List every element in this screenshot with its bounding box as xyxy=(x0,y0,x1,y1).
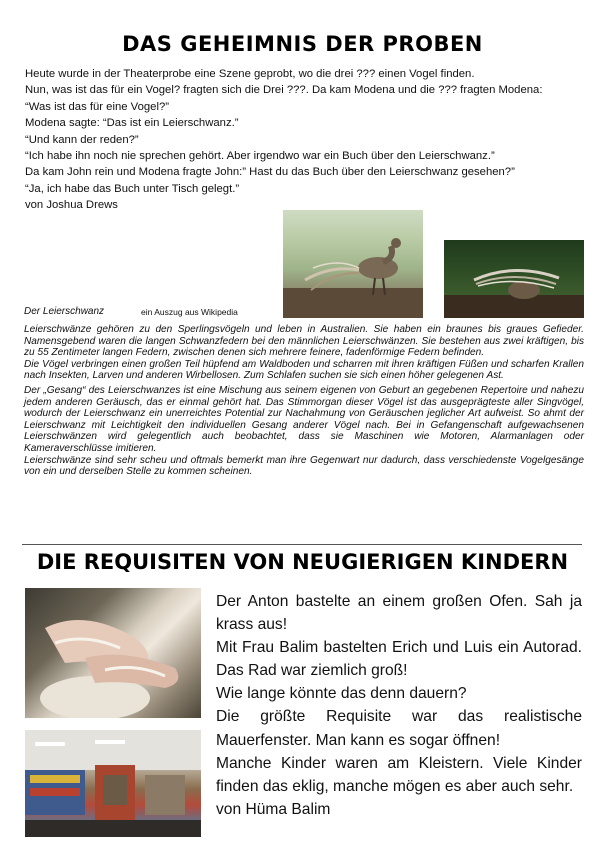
requisiten-text xyxy=(216,590,582,821)
story-author: von Joshua Drews xyxy=(25,199,118,212)
lyrebird-branch-photo xyxy=(283,210,423,318)
caption-source: ein Auszug aus Wikipedia xyxy=(141,307,238,317)
kids-paragraph: Die größte Requisite war das realistische Mauerfenster. Man kann es sogar öffnen! xyxy=(216,708,582,749)
story-text xyxy=(25,66,595,214)
paste-hands-photo xyxy=(25,588,201,718)
section-title-requisiten: DIE REQUISITEN VON NEUGIERIGEN KINDERN xyxy=(36,550,569,574)
kids-paragraph: Der Anton bastelte an einem großen Ofen. Sah ja krass aus! xyxy=(216,593,582,634)
wiki-paragraph: Leierschwänze sind sehr scheu und oftmals bemerkt man ihre Gegenwart nur dadurch, dass verschiedenste Vogelgesänge von ein und derselben Stelle zu kommen scheinen. xyxy=(24,454,584,478)
caption-title: Der Leierschwanz xyxy=(24,306,105,317)
wiki-paragraph: Der „Gesang“ des Leierschwanzes ist eine Mischung aus seinem eigenen von Geburt an gegebenen Repertoire und nahezu jedem anderen Geräusch, das er einmal gehört hat. Das Stimmorgan dieser Vögel ist das ausgeprägteste aller Singvögel, wodurch der Leierschwanz ein unerreichtes Potential zur Nachahmung von Geräuschen jeglicher Art aufweist. So ahmt der Leierschwanz mit Leichtigkeit den individuellen Gesang anderer Vögel nach. Bei in Gefangenschaft aufgewachsenen Leierschwänzen wird gelegentlich auch beobachtet, dass sie Maschinen wie Motoren, Alarmanlagen oder Kameraverschlüsse imitieren. xyxy=(24,384,584,454)
wiki-paragraph: Die Vögel verbringen einen großen Teil hüpfend am Waldboden und scharren mit ihren kräftigen Füßen und scharfen Krallen nach Insekten, Larven und anderen Wirbellosen. Zum Schlafen suchen sie sich einen höher gelegenen Ast. xyxy=(24,358,584,382)
section-title-proben: DAS GEHEIMNIS DER PROBEN xyxy=(122,32,483,56)
kids-paragraph: Wie lange könnte das denn dauern? xyxy=(216,685,467,703)
section-divider xyxy=(22,544,582,545)
lyrebird-forest-photo xyxy=(444,240,584,318)
kids-paragraph: Mit Frau Balim bastelten Erich und Luis ein Autorad. Das Rad war ziemlich groß! xyxy=(216,639,582,680)
wiki-paragraph: Leierschwänze gehören zu den Sperlingsvögeln und leben in Australien. Sie haben ein braunes bis graues Gefieder. Namensgebend waren die langen Schwanzfedern bei den männlichen Leierschwänzen. Sie bestehen aus zwei kräftigen, bis zu 55 Zentimeter langen Federn, zwischen denen sich mehrere feinere, fadenförmige Federn befinden. xyxy=(24,324,584,359)
kids-paragraph: Manche Kinder waren am Kleistern. Viele Kinder finden das eklig, manche mögen es aber auch sehr. xyxy=(216,754,582,795)
story-line: Da kam John rein und Modena fragte John:” Hast du das Buch über den Leierschwanz gesehen?” xyxy=(25,166,515,179)
story-line: “Ja, ich habe das Buch unter Tisch gelegt.” xyxy=(25,182,240,195)
kids-author: von Hüma Balim xyxy=(216,800,331,818)
story-line: Nun, was ist das für ein Vogel? fragten sich die Drei ???. Da kam Modena und die ??? fragten Modena: xyxy=(25,84,543,97)
story-line: Heute wurde in der Theaterprobe eine Szene geprobt, wo die drei ??? einen Vogel finden. xyxy=(25,68,475,80)
workshop-room-photo xyxy=(25,730,201,837)
story-line: Modena sagte: “Das ist ein Leierschwanz.” xyxy=(25,117,239,130)
story-line: “Und kann der reden?” xyxy=(25,133,139,146)
wikipedia-excerpt xyxy=(24,324,584,481)
story-line: “Was ist das für eine Vogel?” xyxy=(25,100,169,113)
story-line: “Ich habe ihn noch nie sprechen gehört. Aber irgendwo war ein Buch über den Leierschwanz.” xyxy=(25,150,495,163)
